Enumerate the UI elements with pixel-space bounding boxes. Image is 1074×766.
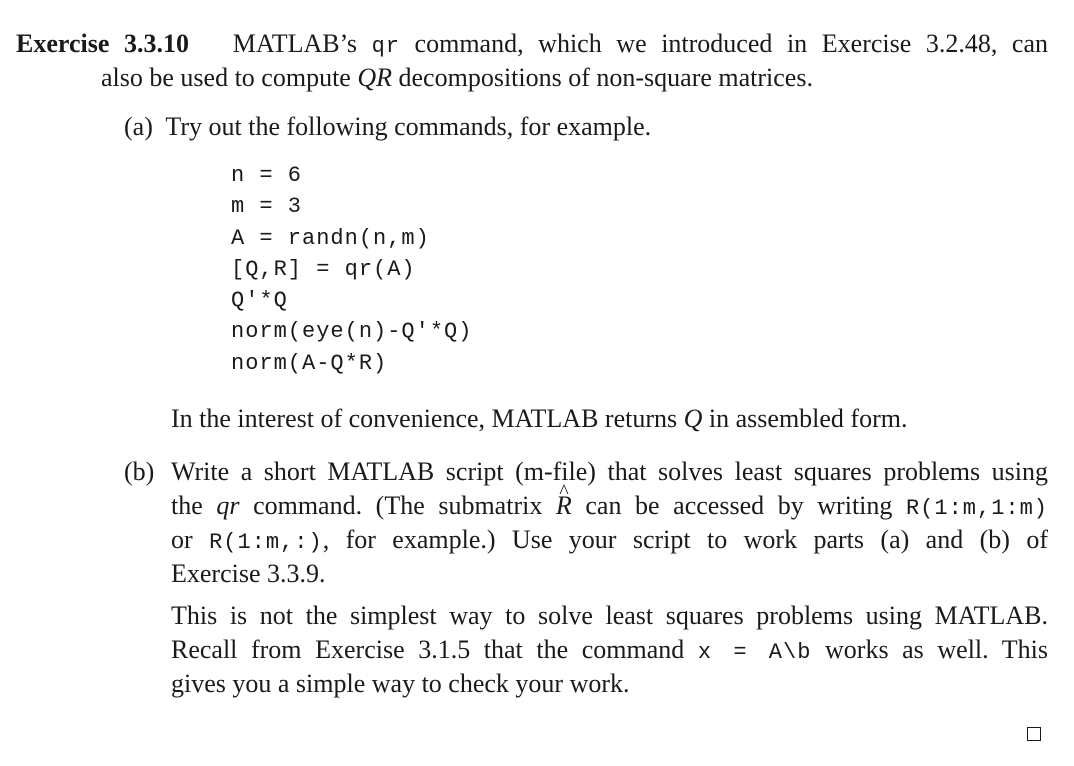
exercise-label: Exercise 3.3.10 (16, 29, 189, 58)
math-r-hat: ^ R (556, 489, 572, 523)
inline-code-r-sub: R(1:m,1:m) (905, 496, 1049, 521)
part-b-note: This is not the simplest way to solve least squares problems using MATLAB. Recall from Exercise 3.1.5 that the command x = A\b works as well. This gives you a simple way to check your work. (171, 601, 1048, 698)
part-a-text: Try out the following commands, for example. (165, 112, 652, 141)
math-q: Q (683, 404, 703, 433)
part-b-text: Write a short MATLAB script (m-file) that solves least squares problems using the qr command. (The submatrix ^ R can be accessed by writing R(1:m,1:m) or R(1:m,:), for example.) Use your script to work parts (a) and (b) of Exercise 3.3.9. (171, 455, 1048, 591)
code-line: A = randn(n,m) (231, 225, 430, 251)
exercise-heading (16, 27, 1048, 64)
part-a-label: (a) (124, 112, 153, 141)
code-line: m = 3 (231, 194, 303, 220)
exercise-intro: MATLAB’s qr command, which we introduced in Exercise 3.2.48, can (232, 29, 1049, 59)
code-line: n = 6 (231, 163, 303, 188)
code-line: norm(eye(n)-Q'*Q) (231, 319, 473, 345)
end-of-exercise-box-icon (1027, 727, 1041, 741)
part-a-followup: In the interest of convenience, MATLAB returns Q in assembled form. (171, 404, 908, 433)
math-qr: QR (357, 63, 393, 92)
code-line: [Q,R] = qr(A) (231, 256, 416, 282)
code-line: Q'*Q (231, 288, 288, 314)
exercise-intro-continued: also be used to compute QR decompositions of non-square matrices. (101, 63, 813, 92)
inline-code-backslash: x = A\b (697, 640, 812, 665)
part-b-label: (b) (124, 457, 155, 486)
inline-code-r-rows: R(1:m,:) (209, 530, 323, 555)
part-a-heading (124, 110, 651, 144)
inline-code-qr: qr (371, 34, 400, 59)
code-line: norm(A-Q*R) (231, 350, 388, 376)
code-block (231, 160, 472, 379)
